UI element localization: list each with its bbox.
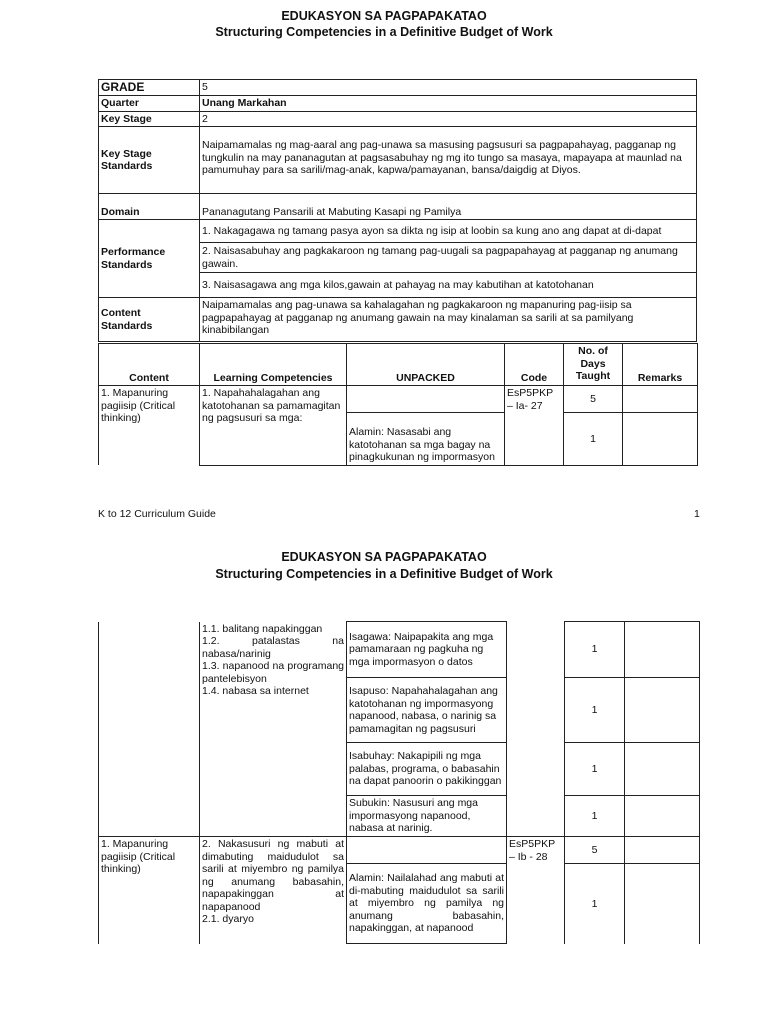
unpacked-cell: Alamin: Nasasabi ang katotohanan sa mga bagay na pinagkukunan ng impormasyon (347, 413, 505, 466)
days-cell: 1 (565, 743, 625, 796)
content-cell: 1. Mapanuring pagiisip (Critical thinking) (99, 386, 200, 466)
page-title: EDUKASYON SA PAGPAPAKATAO (281, 9, 487, 23)
days-cell: 1 (565, 796, 625, 837)
remarks-cell (625, 837, 700, 864)
footer-label: K to 12 Curriculum Guide (98, 508, 216, 520)
performance-standard-item: 3. Naisasagawa ang mga kilos,gawain at pahayag na may kabutihan at katotohanan (200, 273, 697, 298)
grade-label: GRADE (99, 80, 200, 96)
key-stage-label: Key Stage (99, 111, 200, 127)
unpacked-cell: Isagawa: Naipapakita ang mga pamamaraan ng pagkuha ng mga impormasyon o datos (347, 622, 507, 678)
code-cell: EsP5PKP – Ia- 27 (505, 386, 564, 466)
days-cell: 5 (565, 837, 625, 864)
unpacked-cell: Isabuhay: Nakapipili ng mga palabas, programa, o babasahin na dapat panoorin o pakikinggan (347, 743, 507, 796)
content-cell (99, 622, 200, 837)
learning-competency-list: 1.1. balitang napakinggan 1.2. patalastas na nabasa/narinig 1.3. napanood na programang pantelebisyon 1.4. nabasa sa internet (200, 622, 347, 837)
days-cell: 1 (565, 622, 625, 678)
unpacked-cell (347, 386, 505, 413)
header-learning-competencies: Learning Competencies (200, 344, 347, 386)
page-subtitle: Structuring Competencies in a Definitive Budget of Work (215, 25, 553, 39)
days-cell: 1 (565, 864, 625, 944)
standards-table (98, 79, 697, 342)
performance-standard-item: 2. Naisasabuhay ang pagkakaroon ng tamang pag-uugali sa pagpapahayag at pagganap ng anumang gawain. (200, 243, 697, 273)
unpacked-cell: Subukin: Nasusuri ang mga impormasyong napanood, nabasa at narinig. (347, 796, 507, 837)
remarks-cell (623, 386, 698, 413)
header-days-taught: No. of Days Taught (564, 344, 623, 386)
remarks-cell (625, 864, 700, 944)
remarks-cell (625, 796, 700, 837)
remarks-cell (625, 743, 700, 796)
header-code: Code (505, 344, 564, 386)
header-remarks: Remarks (623, 344, 698, 386)
days-cell: 1 (564, 413, 623, 466)
unpacked-cell: Isapuso: Napahahalagahan ang katotohanan ng impormasyong napanood, nabasa, o narinig sa pamamagitan ng pagsusuri (347, 678, 507, 743)
code-cell (507, 622, 565, 837)
key-stage-value: 2 (200, 111, 697, 127)
header-content: Content (99, 344, 200, 386)
content-cell: 1. Mapanuring pagiisip (Critical thinking) (99, 837, 200, 944)
content-standards-label: Content Standards (99, 298, 200, 342)
performance-standards-label: Performance Standards (99, 220, 200, 298)
competencies-table-page2 (98, 621, 700, 944)
performance-standard-item: 1. Nakagagawa ng tamang pasya ayon sa dikta ng isip at loobin sa kung ano ang dapat at di-dapat (200, 220, 697, 243)
page-subtitle: Structuring Competencies in a Definitive Budget of Work (215, 567, 553, 581)
competencies-table-page1 (98, 343, 698, 466)
code-cell: EsP5PKP – Ib - 28 (507, 837, 565, 944)
quarter-value: Unang Markahan (200, 96, 697, 112)
content-standards-value: Naipamamalas ang pag-unawa sa kahalagahan ng pagkakaroon ng mapanuring pag-iisip sa pagpapahayag at pagganap ng anumang gawain na may kinalaman sa sarili at sa pamilyang kinabibilangan (200, 298, 697, 342)
domain-value: Pananagutang Pansarili at Mabuting Kasapi ng Pamilya (200, 194, 697, 220)
domain-label: Domain (99, 194, 200, 220)
learning-competency-cell: 1. Napahahalagahan ang katotohanan sa pamamagitan ng pagsusuri sa mga: (200, 386, 347, 466)
key-stage-standards-label: Key Stage Standards (99, 127, 200, 194)
page-title: EDUKASYON SA PAGPAPAKATAO (281, 550, 487, 564)
days-cell: 5 (564, 386, 623, 413)
unpacked-cell (347, 837, 507, 864)
remarks-cell (625, 622, 700, 678)
quarter-label: Quarter (99, 96, 200, 112)
days-cell: 1 (565, 678, 625, 743)
key-stage-standards-value: Naipamamalas ng mag-aaral ang pag-unawa sa masusing pagsusuri sa pagpapahayag, pagganap ng tungkulin na may pananagutan at pagsasabuhay ng mg ito tungo sa masaya, mapayapa at maunlad na pamumuhay para sa sarili/mag-anak, kapwa/pamayanan, bansa/daigdig at Diyos. (200, 127, 697, 194)
grade-value: 5 (200, 80, 697, 96)
learning-competency-cell: 2. Nakasusuri ng mabuti at dimabuting maidudulot sa sarili at miyembro ng pamilya ng anumang babasahin, napapakinggan at napapanood 2.1. dyaryo (200, 837, 347, 944)
page-number: 1 (694, 508, 700, 520)
unpacked-cell: Alamin: Nailalahad ang mabuti at di-mabuting maidudulot sa sarili at miyembro ng pamilya ng anumang babasahin, napakinggan, at napanood (347, 864, 507, 944)
remarks-cell (625, 678, 700, 743)
remarks-cell (623, 413, 698, 466)
header-unpacked: UNPACKED (347, 344, 505, 386)
